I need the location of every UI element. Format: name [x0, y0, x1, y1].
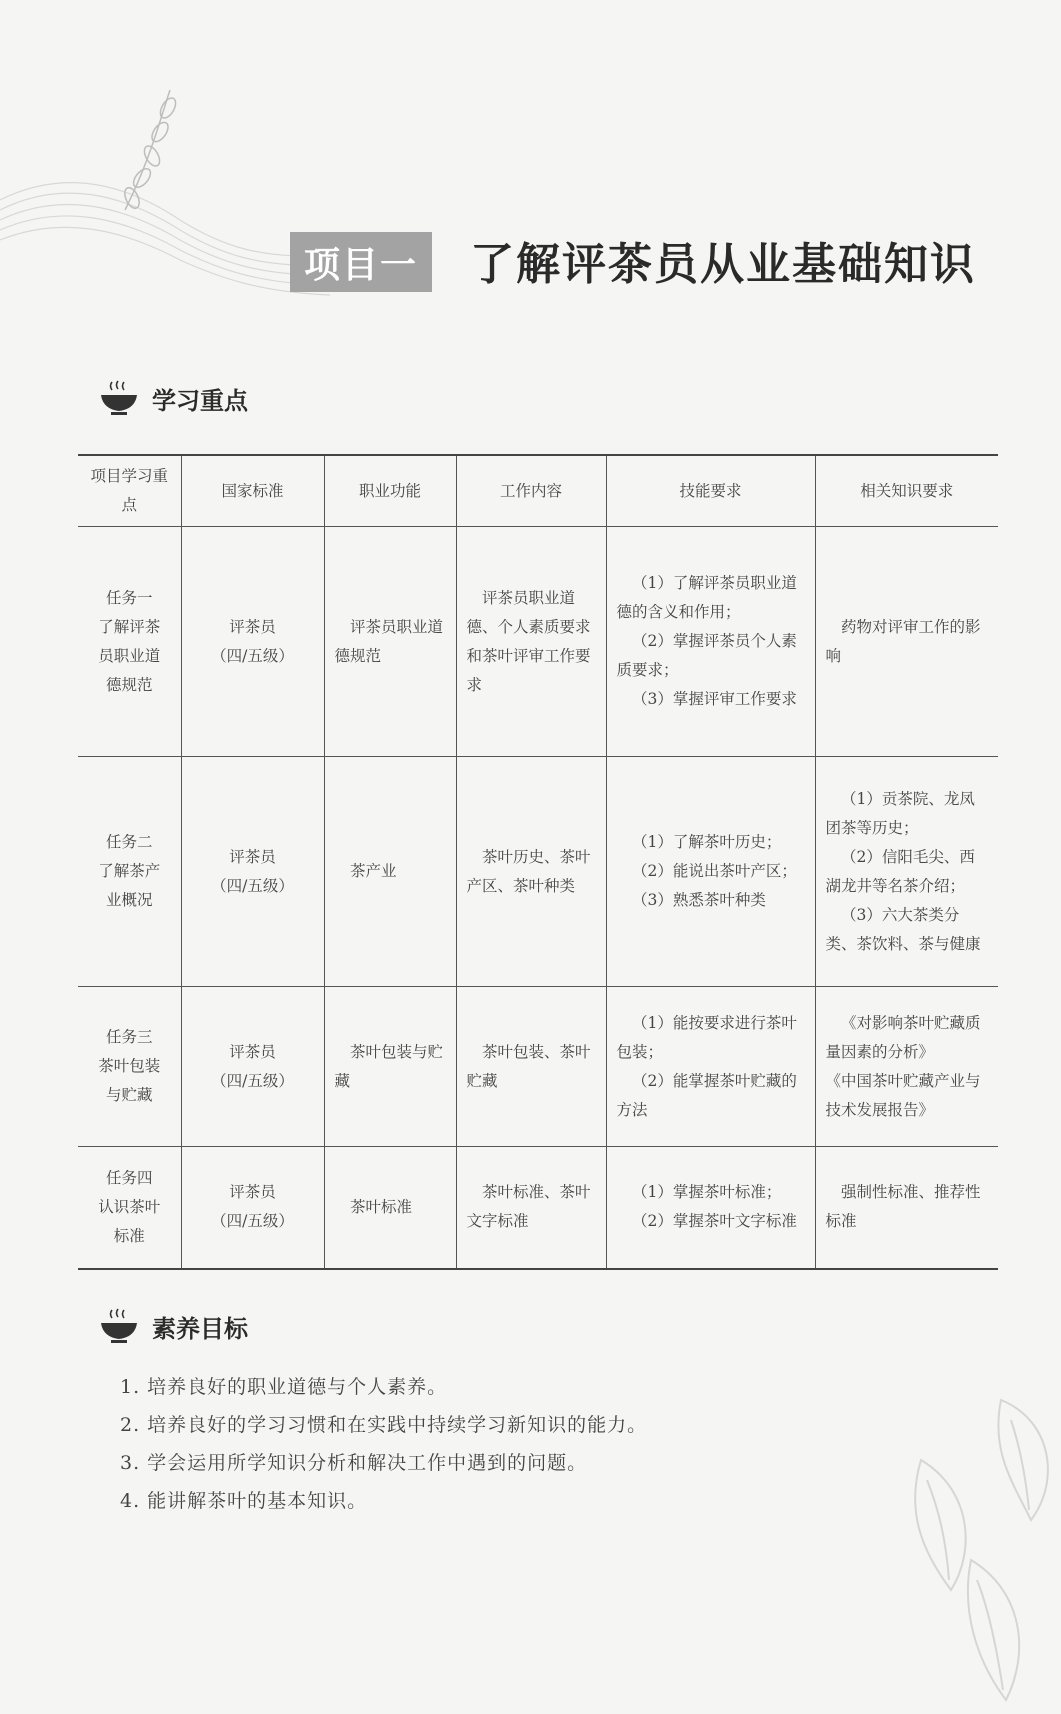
function-cell: 茶产业: [324, 757, 456, 987]
tea-bowl-icon: [98, 378, 140, 418]
study-focus-table: [78, 454, 998, 1270]
standard-cell: 评茶员 （四/五级）: [181, 1147, 324, 1269]
standard-cell: 评茶员 （四/五级）: [181, 757, 324, 987]
list-item: 3. 学会运用所学知识分析和解决工作中遇到的问题。: [120, 1452, 588, 1474]
knowledge-cell: （1）贡茶院、龙凤团茶等历史； （2）信阳毛尖、西湖龙井等名茶介绍； （3）六大茶类分类、茶饮料、茶与健康: [815, 757, 998, 987]
function-cell: 茶叶标准: [324, 1147, 456, 1269]
knowledge-cell: 强制性标准、推荐性标准: [815, 1147, 998, 1269]
task-cell: 任务四 认识茶叶 标准: [78, 1147, 181, 1269]
column-header: 国家标准: [181, 455, 324, 527]
table-row: [78, 987, 998, 1147]
column-header: 职业功能: [324, 455, 456, 527]
section-title: 学习重点: [152, 386, 248, 415]
content-cell: 茶叶包装、茶叶贮藏: [456, 987, 606, 1147]
column-header: 工作内容: [456, 455, 606, 527]
standard-cell: 评茶员 （四/五级）: [181, 987, 324, 1147]
list-item: 1. 培养良好的职业道德与个人素养。: [120, 1376, 448, 1398]
knowledge-cell: 药物对评审工作的影响: [815, 527, 998, 757]
goals-list: [120, 1368, 647, 1520]
column-header: 项目学习重点: [78, 455, 181, 527]
content-cell: 评茶员职业道德、个人素质要求和茶叶评审工作要求: [456, 527, 606, 757]
function-cell: 茶叶包装与贮藏: [324, 987, 456, 1147]
list-item: 4. 能讲解茶叶的基本知识。: [120, 1490, 368, 1512]
skills-cell: （1）掌握茶叶标准； （2）掌握茶叶文字标准: [606, 1147, 815, 1269]
knowledge-cell: 《对影响茶叶贮藏质量因素的分析》 《中国茶叶贮藏产业与技术发展报告》: [815, 987, 998, 1147]
content-cell: 茶叶历史、茶叶产区、茶叶种类: [456, 757, 606, 987]
content-cell: 茶叶标准、茶叶文字标准: [456, 1147, 606, 1269]
task-cell: 任务一 了解评茶 员职业道 德规范: [78, 527, 181, 757]
skills-cell: （1）能按要求进行茶叶包装； （2）能掌握茶叶贮藏的方法: [606, 987, 815, 1147]
page-title: 了解评茶员从业基础知识: [470, 239, 976, 290]
task-cell: 任务三 茶叶包装 与贮藏: [78, 987, 181, 1147]
section-heading-study-focus: [98, 378, 248, 418]
column-header: 相关知识要求: [815, 455, 998, 527]
function-cell: 评茶员职业道德规范: [324, 527, 456, 757]
tea-bowl-icon: [98, 1306, 140, 1346]
task-cell: 任务二 了解茶产 业概况: [78, 757, 181, 987]
table-header-row: [78, 455, 998, 527]
list-item: 2. 培养良好的学习习惯和在实践中持续学习新知识的能力。: [120, 1414, 648, 1436]
section-heading-literacy-goals: [98, 1306, 248, 1346]
wave-leaf-decoration: [0, 80, 330, 310]
project-badge: 项目一: [290, 232, 432, 292]
table-row: [78, 1147, 998, 1269]
section-title: 素养目标: [152, 1314, 248, 1343]
skills-cell: （1）了解评茶员职业道德的含义和作用； （2）掌握评茶员个人素质要求； （3）掌握评审工作要求: [606, 527, 815, 757]
table-row: [78, 757, 998, 987]
standard-cell: 评茶员 （四/五级）: [181, 527, 324, 757]
tea-leaf-decoration: [861, 1380, 1061, 1710]
skills-cell: （1）了解茶叶历史； （2）能说出茶叶产区； （3）熟悉茶叶种类: [606, 757, 815, 987]
column-header: 技能要求: [606, 455, 815, 527]
table-row: [78, 527, 998, 757]
